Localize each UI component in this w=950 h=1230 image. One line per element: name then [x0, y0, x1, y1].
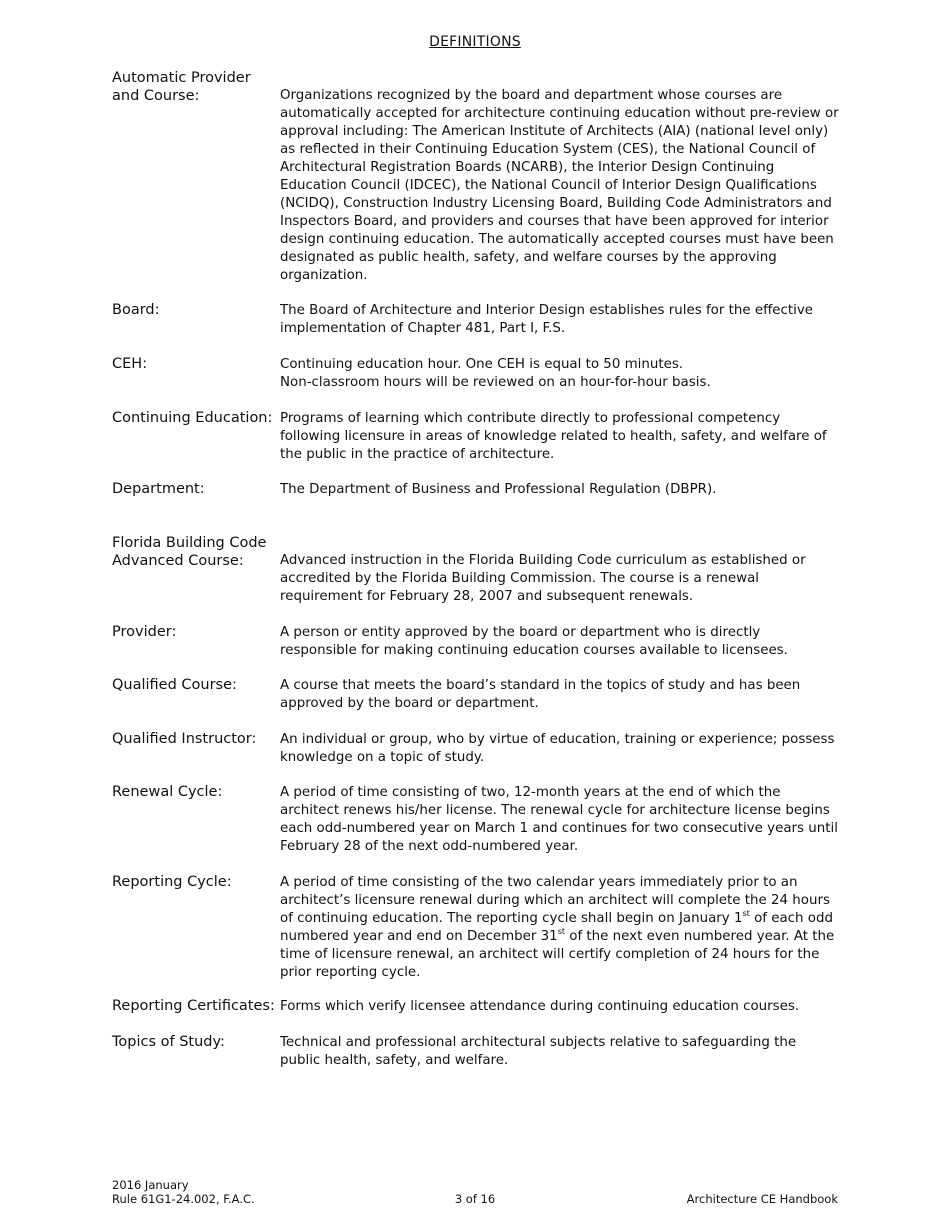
term-line: Florida Building Code: [112, 535, 267, 551]
definition-text: A period of time consisting of two, 12-month years at the end of which the architect renews his/her license. The renewal cycle for architecture license begins each odd-numbered year on March 1 and continues for two consecutive years until February 28 of the next odd-numbered year.: [280, 785, 838, 854]
definition-text: Forms which verify licensee attendance during continuing education courses.: [280, 999, 800, 1014]
ordinal-suffix: st: [742, 909, 750, 918]
definition-text: Programs of learning which contribute directly to professional competency following licensure in areas of knowledge related to health, safety, and welfare of the public in the practice of architecture.: [280, 411, 827, 462]
footer-handbook: Architecture CE Handbook: [686, 1192, 838, 1206]
term-florida-building-code: [112, 534, 282, 570]
definition-qualified-course: [280, 677, 840, 713]
definition-continuing-education: [280, 410, 840, 464]
definition-florida-building-code: [280, 552, 840, 606]
term-renewal-cycle: Renewal Cycle:: [112, 784, 223, 800]
definition-part: of the next even numbered year. At the time of licensure renewal, an architect will certify completion of 24 hours for the prior reporting cycle.: [280, 929, 835, 980]
definition-text: A person or entity approved by the board or department who is directly responsible for making continuing education courses available to licensees.: [280, 625, 788, 658]
term-qualified-course: Qualified Course:: [112, 677, 237, 693]
definition-ceh: [280, 356, 840, 392]
term-automatic-provider: [112, 69, 282, 105]
definition-qualified-instructor: [280, 731, 840, 767]
footer-date: 2016 January: [112, 1178, 189, 1192]
definition-text: The Board of Architecture and Interior Design establishes rules for the effective implementation of Chapter 481, Part I, F.S.: [280, 303, 814, 336]
definition-text: Technical and professional architectural subjects relative to safeguarding the public health, safety, and welfare.: [280, 1035, 797, 1068]
term-board: Board:: [112, 302, 160, 318]
definition-text: Organizations recognized by the board and department whose courses are automatically accepted for architecture continuing education without pre-review or approval including: The American Institute of Architects (AIA) (national level only) as reflected in their Continuing Education System (CES), the National Council of Architectural Registration Boards (NCARB), the Interior Design Continuing Education Council (IDCEC), the National Council of Interior Design Qualifications (NCIDQ), Construction Industry Licensing Board, Building Code Administrators and Inspectors Board, and providers and courses that have been approved for interior design continuing education. The automatically accepted courses must have been designated as public health, safety, and welfare courses by the approving organization.: [280, 88, 839, 283]
definition-renewal-cycle: [280, 784, 840, 856]
term-line: Automatic Provider: [112, 70, 251, 86]
definition-department: [280, 481, 840, 499]
footer-rule: Rule 61G1-24.002, F.A.C.: [112, 1192, 255, 1206]
definition-automatic-provider: [280, 87, 840, 285]
term-topics-of-study: Topics of Study:: [112, 1034, 225, 1050]
term-ceh: CEH:: [112, 356, 148, 372]
term-reporting-cycle: Reporting Cycle:: [112, 874, 232, 890]
ordinal-suffix: st: [557, 927, 566, 936]
definition-text: A course that meets the board’s standard in the topics of study and has been approved by the board or department.: [280, 678, 801, 711]
term-reporting-certificates: Reporting Certificates:: [112, 998, 275, 1014]
term-qualified-instructor: Qualified Instructor:: [112, 731, 257, 747]
page-title: DEFINITIONS: [429, 34, 521, 50]
definition-text: [280, 874, 840, 982]
definition-part: A period of time consisting of the two calendar years immediately prior to an architect’s licensure renewal during which an architect will complete the 24 hours of continuing education. The reporting cycle shall begin on January 1: [280, 875, 830, 926]
definition-reporting-cycle: [280, 874, 840, 982]
definition-text: Continuing education hour. One CEH is equal to 50 minutes.: [280, 357, 684, 372]
definition-topics-of-study: [280, 1034, 840, 1070]
term-continuing-education: Continuing Education:: [112, 410, 273, 426]
definition-text: The Department of Business and Professional Regulation (DBPR).: [280, 482, 717, 497]
definition-reporting-certificates: [280, 998, 840, 1016]
term-line: and Course:: [112, 88, 200, 104]
definition-part: of each odd numbered year and end on December 31: [280, 911, 833, 944]
definition-text: An individual or group, who by virtue of education, training or experience; possess knowledge on a topic of study.: [280, 732, 835, 765]
definition-text: Non-classroom hours will be reviewed on an hour-for-hour basis.: [280, 375, 711, 390]
definition-text: Advanced instruction in the Florida Building Code curriculum as established or accredited by the Florida Building Commission. The course is a renewal requirement for February 28, 2007 and subsequent renewals.: [280, 553, 806, 604]
definition-board: [280, 302, 840, 338]
footer-page-number: 3 of 16: [454, 1192, 496, 1206]
definition-provider: [280, 624, 840, 660]
term-line: Advanced Course:: [112, 553, 244, 569]
term-provider: Provider:: [112, 624, 177, 640]
term-department: Department:: [112, 481, 205, 497]
